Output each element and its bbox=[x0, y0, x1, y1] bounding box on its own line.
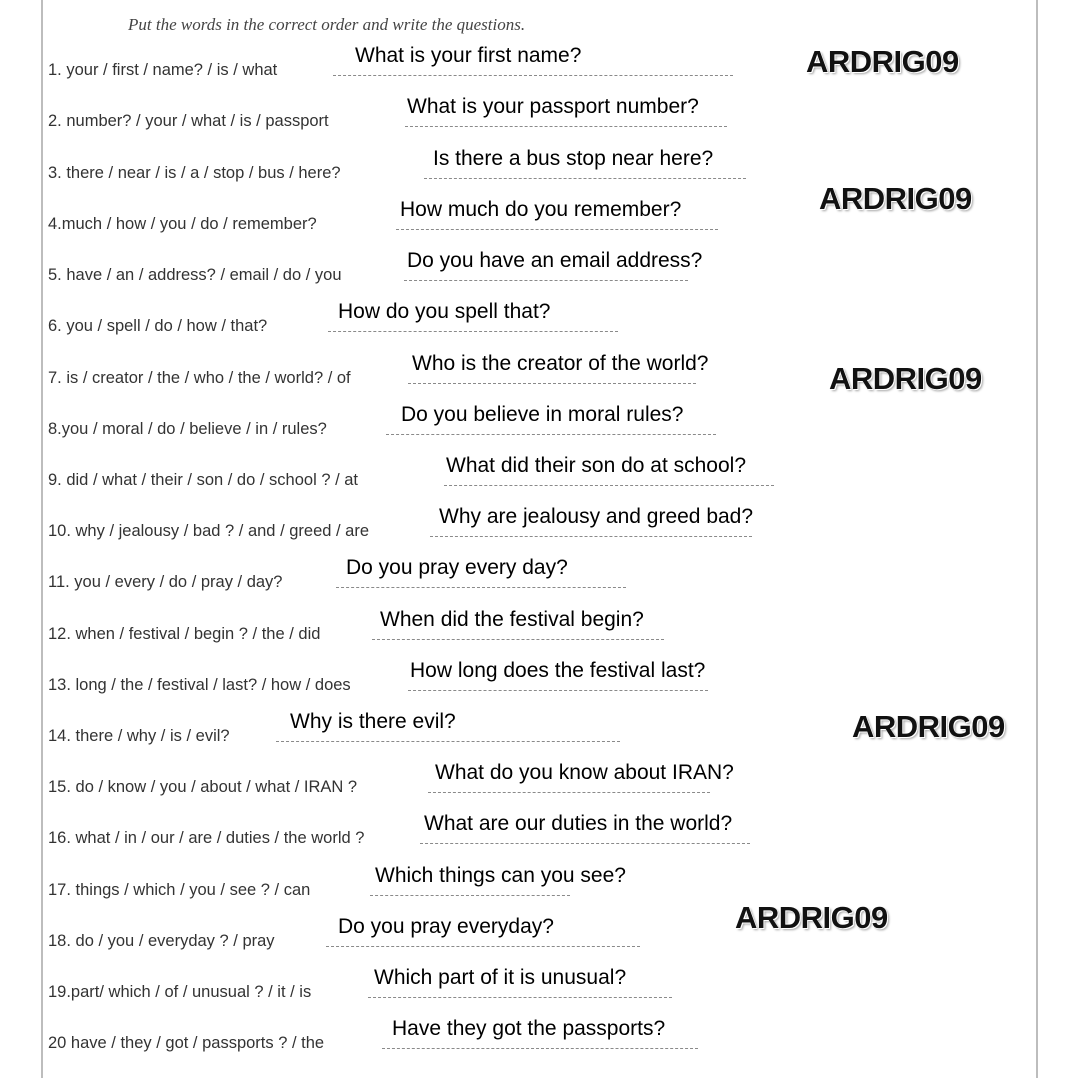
answer-text: What did their son do at school? bbox=[446, 454, 747, 477]
answer-line bbox=[424, 178, 746, 179]
answer-line bbox=[444, 485, 774, 486]
instructions: Put the words in the correct order and write the questions. bbox=[128, 15, 526, 34]
question-prompt: 14. there / why / is / evil? bbox=[48, 727, 230, 745]
question-prompt: 16. what / in / our / are / duties / the world ? bbox=[48, 829, 365, 847]
question-prompt: 17. things / which / you / see ? / can bbox=[48, 881, 311, 899]
answer-text: Who is the creator of the world? bbox=[412, 352, 709, 375]
answer-text: Is there a bus stop near here? bbox=[433, 147, 714, 170]
answer-line bbox=[276, 741, 620, 742]
question-prompt: 5. have / an / address? / email / do / you bbox=[48, 266, 342, 284]
answer-line bbox=[428, 792, 710, 793]
watermark: ARDRIG09 bbox=[829, 361, 982, 396]
question-row bbox=[0, 1001, 1080, 1053]
question-prompt: 4.much / how / you / do / remember? bbox=[48, 215, 317, 233]
question-row bbox=[0, 592, 1080, 644]
answer-text: Do you have an email address? bbox=[407, 249, 703, 272]
answer-text: Which things can you see? bbox=[375, 864, 626, 887]
answer-line bbox=[328, 331, 618, 332]
question-prompt: 3. there / near / is / a / stop / bus / here? bbox=[48, 164, 341, 182]
question-prompt: 2. number? / your / what / is / passport bbox=[48, 112, 329, 130]
question-prompt: 9. did / what / their / son / do / school ? / at bbox=[48, 471, 359, 489]
answer-line bbox=[430, 536, 752, 537]
answer-line bbox=[408, 690, 708, 691]
answer-text: How much do you remember? bbox=[400, 198, 682, 221]
watermark: ARDRIG09 bbox=[852, 709, 1005, 744]
answer-line bbox=[404, 280, 688, 281]
question-prompt: 19.part/ which / of / unusual ? / it / is bbox=[48, 983, 312, 1001]
answer-line bbox=[326, 946, 640, 947]
answer-text: What do you know about IRAN? bbox=[435, 761, 734, 784]
answer-text: Do you pray everyday? bbox=[338, 915, 554, 938]
answer-text: What is your first name? bbox=[355, 44, 582, 67]
question-prompt: 20 have / they / got / passports ? / the bbox=[48, 1034, 325, 1052]
question-row bbox=[0, 848, 1080, 900]
question-prompt: 1. your / first / name? / is / what bbox=[48, 61, 278, 79]
answer-line bbox=[370, 895, 570, 896]
answer-text: What is your passport number? bbox=[407, 95, 699, 118]
question-row bbox=[0, 540, 1080, 592]
answer-text: How long does the festival last? bbox=[410, 659, 706, 682]
answer-line bbox=[396, 229, 718, 230]
question-row bbox=[0, 438, 1080, 490]
answer-text: Why is there evil? bbox=[290, 710, 456, 733]
question-prompt: 6. you / spell / do / how / that? bbox=[48, 317, 268, 335]
question-row bbox=[0, 899, 1080, 951]
question-prompt: 11. you / every / do / pray / day? bbox=[48, 573, 283, 591]
answer-text: Why are jealousy and greed bad? bbox=[439, 505, 754, 528]
answer-line bbox=[386, 434, 716, 435]
question-row bbox=[0, 796, 1080, 848]
question-prompt: 13. long / the / festival / last? / how / does bbox=[48, 676, 351, 694]
question-prompt: 15. do / know / you / about / what / IRAN ? bbox=[48, 778, 358, 796]
question-row bbox=[0, 745, 1080, 797]
watermark: ARDRIG09 bbox=[735, 900, 888, 935]
answer-line bbox=[405, 126, 727, 127]
question-prompt: 7. is / creator / the / who / the / world? / of bbox=[48, 369, 351, 387]
question-row bbox=[0, 233, 1080, 285]
watermark: ARDRIG09 bbox=[806, 44, 959, 79]
question-prompt: 8.you / moral / do / believe / in / rules? bbox=[48, 420, 327, 438]
question-row bbox=[0, 79, 1080, 131]
answer-line bbox=[420, 843, 750, 844]
question-prompt: 10. why / jealousy / bad ? / and / greed / are bbox=[48, 522, 370, 540]
question-row bbox=[0, 489, 1080, 541]
answer-line bbox=[408, 383, 696, 384]
answer-line bbox=[382, 1048, 698, 1049]
answer-text: What are our duties in the world? bbox=[424, 812, 733, 835]
question-prompt: 12. when / festival / begin ? / the / did bbox=[48, 625, 321, 643]
answer-line bbox=[372, 639, 664, 640]
answer-text: Have they got the passports? bbox=[392, 1017, 666, 1040]
watermark: ARDRIG09 bbox=[819, 181, 972, 216]
question-row bbox=[0, 950, 1080, 1002]
answer-text: Do you believe in moral rules? bbox=[401, 403, 684, 426]
answer-text: How do you spell that? bbox=[338, 300, 551, 323]
answer-text: Do you pray every day? bbox=[346, 556, 568, 579]
answer-text: Which part of it is unusual? bbox=[374, 966, 627, 989]
question-row bbox=[0, 131, 1080, 183]
question-row bbox=[0, 643, 1080, 695]
answer-line bbox=[333, 75, 733, 76]
answer-line bbox=[336, 587, 626, 588]
answer-text: When did the festival begin? bbox=[380, 608, 644, 631]
answer-line bbox=[368, 997, 672, 998]
question-row bbox=[0, 284, 1080, 336]
question-prompt: 18. do / you / everyday ? / pray bbox=[48, 932, 275, 950]
